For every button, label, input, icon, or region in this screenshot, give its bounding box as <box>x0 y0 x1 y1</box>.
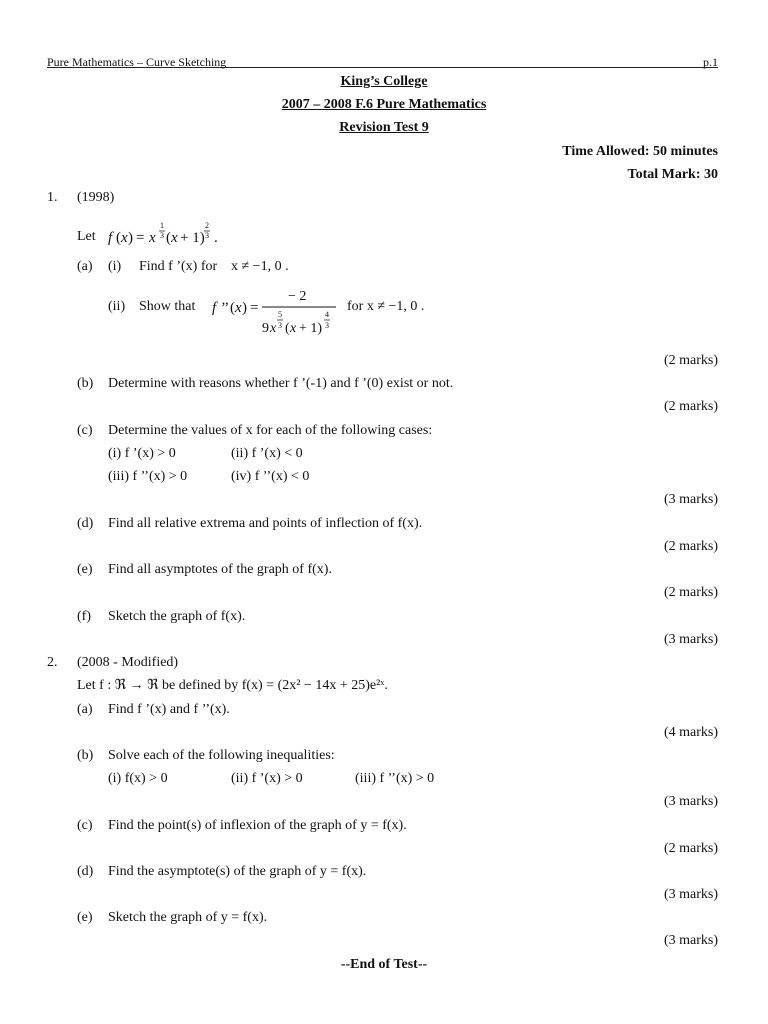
svg-text:x: x <box>270 321 277 336</box>
course-title: 2007 – 2008 F.6 Pure Mathematics <box>281 97 487 112</box>
q2a-marks: (4 marks) <box>663 725 718 740</box>
q1c-ii: (ii) f ’(x) < 0 <box>231 446 303 461</box>
q1a-i-condition: x ≠ −1, 0 . <box>231 259 289 274</box>
q1c-iv: (iv) f ’’(x) < 0 <box>231 469 310 484</box>
q1a-i-text: Find f ’(x) for <box>139 259 218 274</box>
q2b-ii: (ii) f ’(x) > 0 <box>231 771 303 786</box>
end-of-test: --End of Test-- <box>340 957 428 972</box>
q1-year: (1998) <box>77 190 115 205</box>
q1-function-definition <box>108 220 228 253</box>
svg-text:=: = <box>136 230 145 246</box>
header-rule <box>47 67 718 68</box>
q1-let: Let <box>77 229 96 244</box>
q2c-text: Find the point(s) of inflexion of the graph of y = f(x). <box>108 818 407 833</box>
test-title: Revision Test 9 <box>339 120 429 135</box>
svg-text:+ 1): + 1) <box>299 321 323 336</box>
svg-text:(: ( <box>285 321 290 336</box>
svg-text:x: x <box>171 230 178 246</box>
svg-text:5: 5 <box>278 310 282 319</box>
school-name: King’s College <box>340 74 428 89</box>
q1e-label: (e) <box>77 562 93 577</box>
svg-text:3: 3 <box>278 321 282 330</box>
q2a-text: Find f ’(x) and f ’’(x). <box>108 702 230 717</box>
q2b-iii: (iii) f ’’(x) > 0 <box>355 771 435 786</box>
svg-text:3: 3 <box>160 231 164 240</box>
svg-text:): ) <box>128 230 133 246</box>
q1f-text: Sketch the graph of f(x). <box>108 609 246 624</box>
svg-text:(: ( <box>166 230 171 246</box>
q1e-text: Find all asymptotes of the graph of f(x). <box>108 562 332 577</box>
svg-text:4: 4 <box>325 310 329 319</box>
q1c-marks: (3 marks) <box>663 492 718 507</box>
svg-text:f ’’: f ’’ <box>212 300 229 316</box>
q1-number: 1. <box>47 190 58 205</box>
svg-text:9: 9 <box>262 321 269 336</box>
svg-text:(: ( <box>230 300 235 316</box>
q2b-marks: (3 marks) <box>663 794 718 809</box>
running-header-title: Pure Mathematics – Curve Sketching <box>47 55 227 69</box>
svg-text:2: 2 <box>205 221 209 230</box>
q2d-label: (d) <box>77 864 94 879</box>
q2b-i: (i) f(x) > 0 <box>108 771 168 786</box>
q1b-label: (b) <box>77 376 94 391</box>
q2c-label: (c) <box>77 818 93 833</box>
q1c-text: Determine the values of x for each of the following cases: <box>108 423 433 438</box>
svg-text:x: x <box>235 300 242 316</box>
q1d-marks: (2 marks) <box>663 539 718 554</box>
svg-text:f: f <box>108 230 113 246</box>
q2d-marks: (3 marks) <box>663 887 718 902</box>
total-mark: Total Mark: 30 <box>627 167 718 182</box>
svg-text:− 2: − 2 <box>288 289 307 304</box>
svg-text:x: x <box>121 230 128 246</box>
q2e-text: Sketch the graph of y = f(x). <box>108 910 268 925</box>
q2-number: 2. <box>47 655 58 670</box>
q2e-marks: (3 marks) <box>663 933 718 948</box>
q1a-ii-condition: for x ≠ −1, 0 . <box>347 299 425 314</box>
q1a-marks: (2 marks) <box>663 353 718 368</box>
q1c-label: (c) <box>77 423 93 438</box>
q1b-marks: (2 marks) <box>663 399 718 414</box>
svg-text:3: 3 <box>205 231 209 240</box>
q1a-label: (a) <box>77 259 93 274</box>
q2a-label: (a) <box>77 702 93 717</box>
svg-text:x: x <box>149 230 156 246</box>
q1c-i: (i) f ’(x) > 0 <box>108 446 176 461</box>
q1d-text: Find all relative extrema and points of inflection of f(x). <box>108 516 423 531</box>
q1a-ii-formula <box>212 286 342 347</box>
svg-text:=: = <box>250 300 259 316</box>
svg-text:3: 3 <box>325 321 329 330</box>
q1a-ii-label: (ii) <box>108 299 126 314</box>
q1a-ii-text: Show that <box>139 299 196 314</box>
q1e-marks: (2 marks) <box>663 585 718 600</box>
q2-year: (2008 - Modified) <box>77 655 179 670</box>
q1b-text: Determine with reasons whether f ’(-1) and f ’(0) exist or not. <box>108 376 454 391</box>
time-allowed: Time Allowed: 50 minutes <box>562 144 718 159</box>
svg-text:1: 1 <box>160 221 164 230</box>
svg-text:): ) <box>242 300 247 316</box>
svg-text:(: ( <box>116 230 121 246</box>
q1f-label: (f) <box>77 609 91 624</box>
q2e-label: (e) <box>77 910 93 925</box>
q1f-marks: (3 marks) <box>663 632 718 647</box>
q2c-marks: (2 marks) <box>663 841 718 856</box>
q1d-label: (d) <box>77 516 94 531</box>
q2-function-definition: Let f : ℜ → ℜ be defined by f(x) = (2x² − 14x + 25)e²ˣ. <box>77 678 388 693</box>
svg-text:.: . <box>214 230 218 246</box>
q2b-text: Solve each of the following inequalities: <box>108 748 335 763</box>
q1c-iii: (iii) f ’’(x) > 0 <box>108 469 188 484</box>
q2d-text: Find the asymptote(s) of the graph of y = f(x). <box>108 864 367 879</box>
page-number: p.1 <box>703 55 718 69</box>
q2b-label: (b) <box>77 748 94 763</box>
q1a-i-label: (i) <box>108 259 122 274</box>
svg-text:+ 1): + 1) <box>180 230 205 246</box>
svg-text:x: x <box>290 321 297 336</box>
